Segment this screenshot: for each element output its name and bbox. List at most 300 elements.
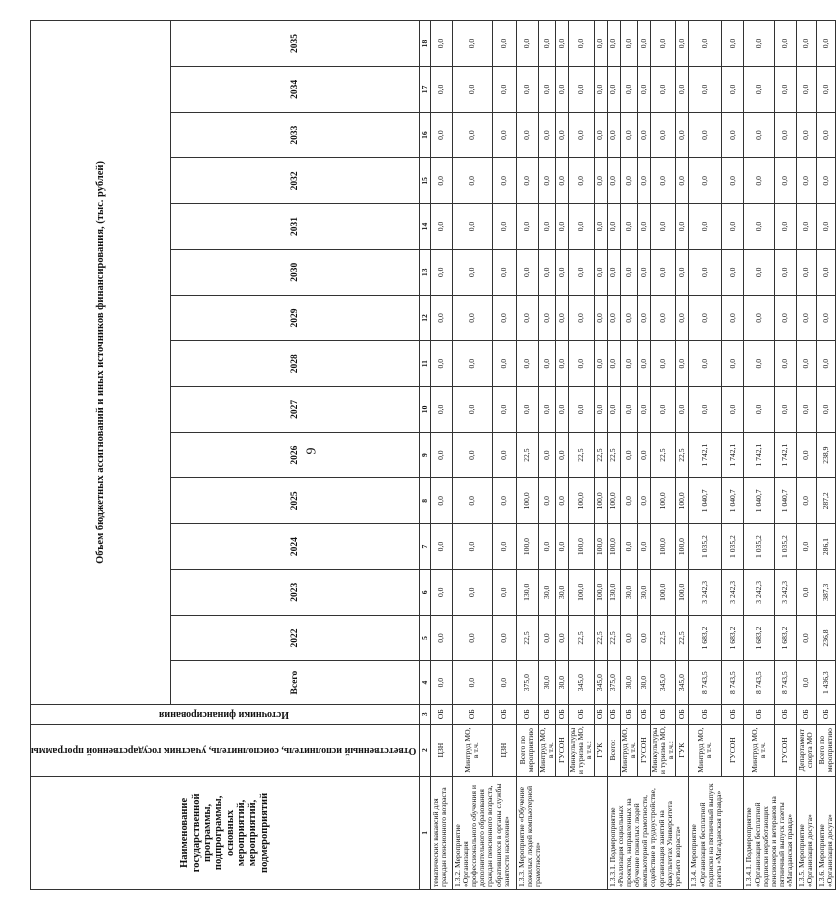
year-value-cell: 3 242,3 <box>744 569 774 615</box>
year-value-cell: 0,0 <box>568 21 594 67</box>
year-value-cell: 0,0 <box>607 158 620 204</box>
column-number-cell: 3 <box>419 704 430 724</box>
year-value-cell: 0,0 <box>774 387 796 433</box>
year-value-cell: 0,0 <box>516 295 538 341</box>
year-value-cell: 0,0 <box>516 158 538 204</box>
year-value-cell: 0,0 <box>722 67 744 113</box>
responsible-column-header: Ответственный исполнитель, соисполнитель, участник государственной программы <box>31 724 420 776</box>
year-value-cell: 100,0 <box>607 478 620 524</box>
year-value-cell: 0,0 <box>568 204 594 250</box>
table-row <box>722 21 744 890</box>
year-header: 2028 <box>170 341 419 387</box>
total-value-cell: 8 743,5 <box>774 661 796 705</box>
table-row <box>689 21 722 890</box>
source-cell: ОБ <box>689 704 722 724</box>
source-column-header: Источники финансирования <box>31 704 420 724</box>
year-value-cell: 0,0 <box>492 432 516 478</box>
year-value-cell: 0,0 <box>452 341 492 387</box>
year-value-cell: 1 683,2 <box>744 615 774 661</box>
year-value-cell: 0,0 <box>816 341 835 387</box>
year-value-cell: 22,5 <box>676 432 689 478</box>
table-row <box>774 21 796 890</box>
column-number-cell: 8 <box>419 478 430 524</box>
year-value-cell: 0,0 <box>774 158 796 204</box>
total-value-cell: 345,0 <box>568 661 594 705</box>
year-value-cell: 0,0 <box>430 524 452 570</box>
source-cell: ОБ <box>538 704 555 724</box>
year-value-cell: 0,0 <box>620 295 637 341</box>
source-cell: ОБ <box>722 704 744 724</box>
total-value-cell: 30,0 <box>637 661 650 705</box>
year-value-cell: 0,0 <box>796 569 816 615</box>
year-value-cell: 0,0 <box>796 21 816 67</box>
year-value-cell: 0,0 <box>492 387 516 433</box>
year-value-cell: 1 683,2 <box>689 615 722 661</box>
year-value-cell: 0,0 <box>650 112 676 158</box>
year-value-cell: 0,0 <box>796 387 816 433</box>
year-value-cell: 1 040,7 <box>689 478 722 524</box>
name-column-header: Наименование государственной программы, подпрограммы, основных мероприятий, мероприятий, подмероприятий <box>31 776 420 889</box>
year-value-cell: 0,0 <box>620 341 637 387</box>
year-value-cell: 0,0 <box>744 295 774 341</box>
year-value-cell: 0,0 <box>796 158 816 204</box>
source-cell: ОБ <box>594 704 607 724</box>
row-name-cell: 1.3.5. Мероприятие «Организация досуга» <box>796 776 816 889</box>
year-value-cell: 1 742,1 <box>744 432 774 478</box>
year-value-cell: 0,0 <box>538 112 555 158</box>
page-number: 9 <box>304 447 320 455</box>
total-value-cell: 30,0 <box>538 661 555 705</box>
year-header: 2022 <box>170 615 419 661</box>
source-cell: ОБ <box>555 704 568 724</box>
year-value-cell: 22,5 <box>594 615 607 661</box>
year-header: 2026 <box>170 432 419 478</box>
year-value-cell: 0,0 <box>620 432 637 478</box>
source-cell: ОБ <box>676 704 689 724</box>
year-value-cell: 0,0 <box>637 432 650 478</box>
year-value-cell: 22,5 <box>650 432 676 478</box>
column-number-cell: 13 <box>419 249 430 295</box>
year-value-cell: 0,0 <box>650 158 676 204</box>
row-name-cell: 1.3.6. Мероприятие «Организация досуга» <box>816 776 835 889</box>
volume-header: Объем бюджетных ассигнований и иных источников финансирования, (тыс. рублей) <box>31 21 171 705</box>
year-value-cell: 0,0 <box>568 158 594 204</box>
year-value-cell: 0,0 <box>744 204 774 250</box>
column-number-cell: 4 <box>419 661 430 705</box>
column-number-cell: 10 <box>419 387 430 433</box>
year-value-cell: 0,0 <box>516 67 538 113</box>
year-value-cell: 22,5 <box>676 615 689 661</box>
year-value-cell: 0,0 <box>722 387 744 433</box>
responsible-cell: Департамент спорта МО <box>796 724 816 776</box>
year-value-cell: 0,0 <box>516 249 538 295</box>
year-value-cell: 0,0 <box>689 295 722 341</box>
responsible-cell: Минтруд МО, в т.ч. <box>538 724 555 776</box>
responsible-cell: Минкультуры и туризма МО, в т.ч.: <box>568 724 594 776</box>
table-row <box>594 21 607 890</box>
year-value-cell: 0,0 <box>594 295 607 341</box>
year-value-cell: 0,0 <box>555 204 568 250</box>
year-value-cell: 0,0 <box>452 112 492 158</box>
year-value-cell: 0,0 <box>816 295 835 341</box>
year-value-cell: 0,0 <box>607 341 620 387</box>
year-value-cell: 0,0 <box>722 295 744 341</box>
year-value-cell: 0,0 <box>607 21 620 67</box>
table-row <box>620 21 637 890</box>
year-value-cell: 0,0 <box>452 524 492 570</box>
year-header: 2035 <box>170 21 419 67</box>
year-value-cell: 0,0 <box>430 295 452 341</box>
year-value-cell: 30,0 <box>555 569 568 615</box>
year-value-cell: 0,0 <box>816 249 835 295</box>
year-header: 2033 <box>170 112 419 158</box>
year-value-cell: 0,0 <box>555 478 568 524</box>
source-cell: ОБ <box>452 704 492 724</box>
responsible-cell: ГУСОН <box>774 724 796 776</box>
year-header: 2023 <box>170 569 419 615</box>
year-value-cell: 0,0 <box>744 341 774 387</box>
year-value-cell: 0,0 <box>607 67 620 113</box>
responsible-cell: ГУК <box>594 724 607 776</box>
year-value-cell: 0,0 <box>774 67 796 113</box>
column-number-cell: 6 <box>419 569 430 615</box>
year-value-cell: 0,0 <box>538 341 555 387</box>
year-value-cell: 0,0 <box>568 341 594 387</box>
year-value-cell: 0,0 <box>492 478 516 524</box>
year-value-cell: 0,0 <box>650 21 676 67</box>
year-value-cell: 0,0 <box>538 21 555 67</box>
year-value-cell: 22,5 <box>607 432 620 478</box>
year-value-cell: 0,0 <box>774 204 796 250</box>
year-value-cell: 100,0 <box>516 478 538 524</box>
year-value-cell: 0,0 <box>796 249 816 295</box>
year-value-cell: 0,0 <box>555 295 568 341</box>
year-value-cell: 0,0 <box>538 524 555 570</box>
year-value-cell: 0,0 <box>637 295 650 341</box>
year-value-cell: 3 242,3 <box>722 569 744 615</box>
year-value-cell: 0,0 <box>637 615 650 661</box>
year-value-cell: 22,5 <box>650 615 676 661</box>
total-value-cell: 8 743,5 <box>689 661 722 705</box>
table-row <box>816 21 835 890</box>
row-name-cell: 1.3.4.1. Подмероприятие «Организация бесплатной подписки неработающих пенсионеров и ветеранов на пятничный выпуск газеты «Магаданская правда» <box>744 776 796 889</box>
year-value-cell: 0,0 <box>568 249 594 295</box>
year-value-cell: 1 742,1 <box>774 432 796 478</box>
total-value-cell: 345,0 <box>594 661 607 705</box>
source-cell: ОБ <box>568 704 594 724</box>
year-value-cell: 0,0 <box>516 204 538 250</box>
year-value-cell: 0,0 <box>452 249 492 295</box>
year-value-cell: 0,0 <box>452 569 492 615</box>
total-value-cell: 0,0 <box>430 661 452 705</box>
column-number-cell: 17 <box>419 67 430 113</box>
column-number-cell: 1 <box>419 776 430 889</box>
year-value-cell: 0,0 <box>452 615 492 661</box>
year-value-cell: 0,0 <box>492 569 516 615</box>
year-value-cell: 0,0 <box>637 67 650 113</box>
year-value-cell: 0,0 <box>744 112 774 158</box>
year-value-cell: 1 035,2 <box>722 524 744 570</box>
year-value-cell: 0,0 <box>430 204 452 250</box>
year-value-cell: 0,0 <box>607 387 620 433</box>
year-value-cell: 0,0 <box>744 67 774 113</box>
year-header: 2031 <box>170 204 419 250</box>
year-value-cell: 100,0 <box>676 569 689 615</box>
responsible-cell: Всего по мероприятию <box>816 724 835 776</box>
year-value-cell: 0,0 <box>607 204 620 250</box>
year-value-cell: 0,0 <box>430 21 452 67</box>
year-value-cell: 0,0 <box>538 158 555 204</box>
year-value-cell: 1 035,2 <box>744 524 774 570</box>
year-value-cell: 0,0 <box>555 67 568 113</box>
year-value-cell: 0,0 <box>568 295 594 341</box>
year-value-cell: 0,0 <box>607 295 620 341</box>
year-value-cell: 0,0 <box>538 387 555 433</box>
year-value-cell: 0,0 <box>538 249 555 295</box>
source-cell: ОБ <box>774 704 796 724</box>
year-value-cell: 0,0 <box>676 67 689 113</box>
year-value-cell: 0,0 <box>452 432 492 478</box>
column-number-cell: 5 <box>419 615 430 661</box>
year-value-cell: 0,0 <box>796 204 816 250</box>
year-value-cell: 387,3 <box>816 569 835 615</box>
year-value-cell: 0,0 <box>430 67 452 113</box>
year-value-cell: 0,0 <box>774 21 796 67</box>
source-cell: ОБ <box>430 704 452 724</box>
year-value-cell: 0,0 <box>620 249 637 295</box>
responsible-cell: ЦЗН <box>430 724 452 776</box>
year-value-cell: 0,0 <box>430 478 452 524</box>
year-value-cell: 0,0 <box>816 204 835 250</box>
year-value-cell: 0,0 <box>516 112 538 158</box>
year-value-cell: 0,0 <box>650 387 676 433</box>
responsible-cell: ЦЗН <box>492 724 516 776</box>
year-value-cell: 0,0 <box>689 387 722 433</box>
year-value-cell: 0,0 <box>538 295 555 341</box>
year-value-cell: 1 040,7 <box>744 478 774 524</box>
year-value-cell: 1 035,2 <box>689 524 722 570</box>
year-value-cell: 0,0 <box>594 387 607 433</box>
total-value-cell: 375,0 <box>607 661 620 705</box>
year-value-cell: 0,0 <box>538 204 555 250</box>
table-row <box>568 21 594 890</box>
year-value-cell: 1 742,1 <box>722 432 744 478</box>
year-value-cell: 0,0 <box>676 341 689 387</box>
table-row <box>492 21 516 890</box>
year-value-cell: 0,0 <box>816 158 835 204</box>
year-value-cell: 0,0 <box>620 21 637 67</box>
year-value-cell: 0,0 <box>796 478 816 524</box>
year-value-cell: 0,0 <box>637 249 650 295</box>
total-value-cell: 0,0 <box>452 661 492 705</box>
year-value-cell: 0,0 <box>620 158 637 204</box>
year-value-cell: 0,0 <box>492 158 516 204</box>
year-value-cell: 0,0 <box>516 21 538 67</box>
year-value-cell: 0,0 <box>430 615 452 661</box>
source-cell: ОБ <box>816 704 835 724</box>
table-row <box>430 21 452 890</box>
year-value-cell: 100,0 <box>568 524 594 570</box>
year-value-cell: 0,0 <box>722 158 744 204</box>
year-value-cell: 0,0 <box>676 21 689 67</box>
table-row <box>676 21 689 890</box>
year-value-cell: 0,0 <box>774 295 796 341</box>
responsible-cell: Минтруд МО, в т.ч. <box>620 724 637 776</box>
year-value-cell: 0,0 <box>744 249 774 295</box>
year-value-cell: 0,0 <box>722 204 744 250</box>
row-name-cell: 1.3.3. Мероприятие «Обучение пожилых людей компьютерной грамотности» <box>516 776 607 889</box>
year-value-cell: 0,0 <box>430 569 452 615</box>
year-value-cell: 0,0 <box>555 615 568 661</box>
year-value-cell: 100,0 <box>594 478 607 524</box>
year-value-cell: 30,0 <box>637 569 650 615</box>
year-value-cell: 0,0 <box>452 204 492 250</box>
year-value-cell: 0,0 <box>637 158 650 204</box>
year-value-cell: 238,9 <box>816 432 835 478</box>
total-value-cell: 375,0 <box>516 661 538 705</box>
total-value-cell: 0,0 <box>492 661 516 705</box>
year-value-cell: 0,0 <box>650 67 676 113</box>
year-value-cell: 0,0 <box>430 249 452 295</box>
year-value-cell: 0,0 <box>816 21 835 67</box>
table-body <box>430 21 835 890</box>
year-value-cell: 0,0 <box>607 249 620 295</box>
responsible-cell: ГУСОН <box>722 724 744 776</box>
year-value-cell: 0,0 <box>594 112 607 158</box>
year-value-cell: 0,0 <box>516 341 538 387</box>
year-value-cell: 100,0 <box>676 478 689 524</box>
column-number-cell: 11 <box>419 341 430 387</box>
year-value-cell: 100,0 <box>568 478 594 524</box>
year-value-cell: 0,0 <box>538 478 555 524</box>
year-value-cell: 0,0 <box>637 341 650 387</box>
year-value-cell: 0,0 <box>689 249 722 295</box>
year-value-cell: 0,0 <box>452 158 492 204</box>
year-value-cell: 0,0 <box>620 67 637 113</box>
year-value-cell: 0,0 <box>568 112 594 158</box>
year-value-cell: 100,0 <box>516 524 538 570</box>
year-value-cell: 0,0 <box>676 112 689 158</box>
year-value-cell: 0,0 <box>452 478 492 524</box>
year-value-cell: 0,0 <box>676 204 689 250</box>
column-number-cell: 16 <box>419 112 430 158</box>
responsible-cell: Минтруд МО, в т.ч. <box>744 724 774 776</box>
year-value-cell: 0,0 <box>689 341 722 387</box>
year-value-cell: 0,0 <box>620 387 637 433</box>
year-header: 2024 <box>170 524 419 570</box>
total-value-cell: 345,0 <box>676 661 689 705</box>
year-value-cell: 0,0 <box>555 21 568 67</box>
year-value-cell: 100,0 <box>568 569 594 615</box>
year-value-cell: 0,0 <box>594 21 607 67</box>
year-value-cell: 100,0 <box>650 524 676 570</box>
total-value-cell: 8 743,5 <box>744 661 774 705</box>
year-value-cell: 100,0 <box>594 569 607 615</box>
year-value-cell: 0,0 <box>689 158 722 204</box>
source-cell: ОБ <box>744 704 774 724</box>
table-row <box>516 21 538 890</box>
year-value-cell: 0,0 <box>796 615 816 661</box>
source-cell: ОБ <box>796 704 816 724</box>
year-value-cell: 0,0 <box>430 341 452 387</box>
responsible-cell: ГУК <box>676 724 689 776</box>
year-value-cell: 0,0 <box>650 295 676 341</box>
table-row <box>650 21 676 890</box>
year-value-cell: 0,0 <box>637 524 650 570</box>
year-value-cell: 0,0 <box>492 21 516 67</box>
year-value-cell: 0,0 <box>637 387 650 433</box>
year-value-cell: 0,0 <box>620 112 637 158</box>
year-value-cell: 0,0 <box>594 158 607 204</box>
responsible-cell: ГУСОН <box>637 724 650 776</box>
year-value-cell: 0,0 <box>555 387 568 433</box>
year-value-cell: 0,0 <box>430 432 452 478</box>
year-value-cell: 0,0 <box>430 112 452 158</box>
year-value-cell: 0,0 <box>637 21 650 67</box>
row-name-cell: тематических вакансий для граждан пенсионного возраста <box>430 776 452 889</box>
year-header: 2029 <box>170 295 419 341</box>
year-value-cell: 0,0 <box>594 249 607 295</box>
year-value-cell: 1 742,1 <box>689 432 722 478</box>
year-value-cell: 0,0 <box>538 615 555 661</box>
year-value-cell: 0,0 <box>676 158 689 204</box>
year-value-cell: 0,0 <box>568 67 594 113</box>
total-value-cell: 30,0 <box>620 661 637 705</box>
year-value-cell: 0,0 <box>689 67 722 113</box>
year-value-cell: 0,0 <box>452 387 492 433</box>
year-value-cell: 22,5 <box>594 432 607 478</box>
year-value-cell: 0,0 <box>774 341 796 387</box>
year-value-cell: 0,0 <box>637 478 650 524</box>
year-value-cell: 0,0 <box>594 67 607 113</box>
responsible-cell: Всего: <box>607 724 620 776</box>
column-number-cell: 14 <box>419 204 430 250</box>
year-value-cell: 1 683,2 <box>722 615 744 661</box>
year-value-cell: 0,0 <box>452 21 492 67</box>
year-value-cell: 0,0 <box>744 387 774 433</box>
year-value-cell: 0,0 <box>744 21 774 67</box>
year-value-cell: 0,0 <box>555 158 568 204</box>
year-value-cell: 0,0 <box>637 204 650 250</box>
column-number-cell: 7 <box>419 524 430 570</box>
source-cell: ОБ <box>492 704 516 724</box>
year-value-cell: 286,1 <box>816 524 835 570</box>
year-value-cell: 0,0 <box>607 112 620 158</box>
year-value-cell: 0,0 <box>816 112 835 158</box>
table-row <box>796 21 816 890</box>
year-value-cell: 0,0 <box>492 67 516 113</box>
year-value-cell: 0,0 <box>492 524 516 570</box>
year-value-cell: 0,0 <box>594 341 607 387</box>
year-value-cell: 100,0 <box>607 524 620 570</box>
year-value-cell: 0,0 <box>492 249 516 295</box>
responsible-cell: Минтруд МО, в т.ч. <box>689 724 722 776</box>
year-value-cell: 30,0 <box>538 569 555 615</box>
year-value-cell: 0,0 <box>744 158 774 204</box>
year-value-cell: 0,0 <box>796 432 816 478</box>
total-value-cell: 1 436,3 <box>816 661 835 705</box>
year-value-cell: 0,0 <box>722 112 744 158</box>
year-value-cell: 0,0 <box>568 387 594 433</box>
year-value-cell: 0,0 <box>650 249 676 295</box>
year-value-cell: 22,5 <box>568 615 594 661</box>
financing-table <box>30 20 836 890</box>
row-name-cell: 1.3.2. Мероприятие «Организация профессионального обучения и дополнительного образования граждан пенсионного возраста, обратившихся в органы службы занятости населения» <box>452 776 516 889</box>
year-value-cell: 0,0 <box>538 67 555 113</box>
year-value-cell: 0,0 <box>722 341 744 387</box>
year-value-cell: 1 683,2 <box>774 615 796 661</box>
year-value-cell: 0,0 <box>774 249 796 295</box>
